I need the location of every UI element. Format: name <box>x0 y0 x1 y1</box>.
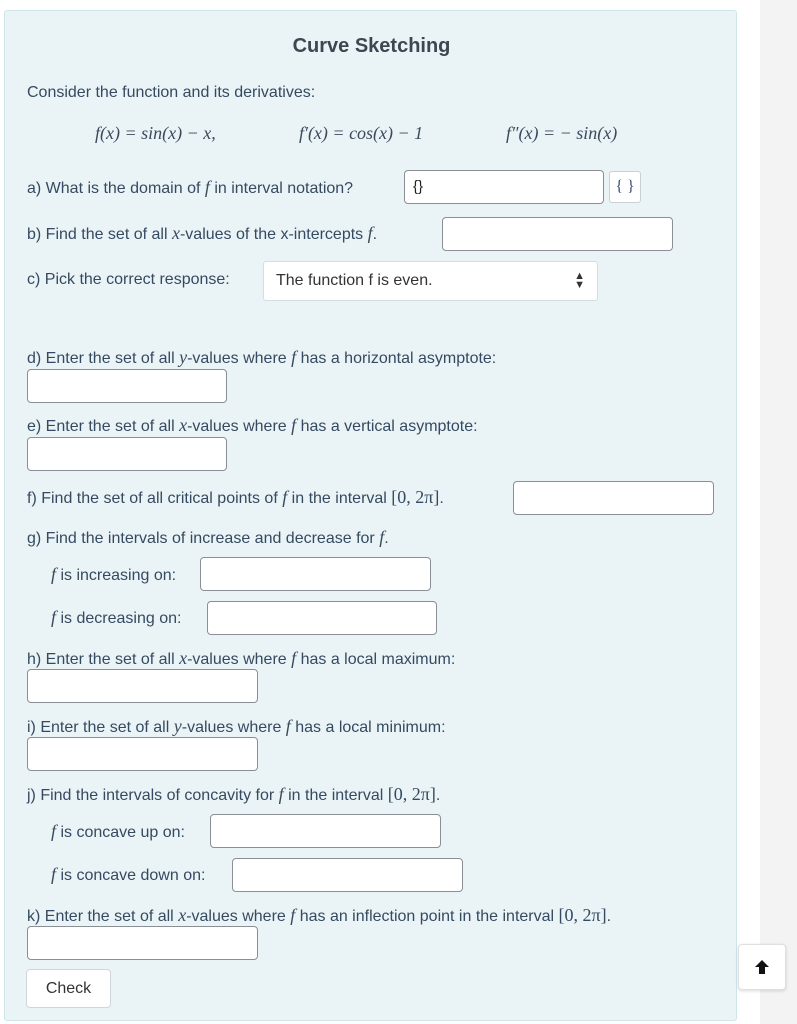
vertical-asymptote-input[interactable] <box>27 437 227 471</box>
question-j: j) Find the intervals of concavity for f in the interval [0, 2π]. <box>27 784 441 804</box>
question-e: e) Enter the set of all x-values where f has a vertical asymptote: <box>27 415 478 435</box>
question-h: h) Enter the set of all x-values where f has a local maximum: <box>27 648 456 668</box>
question-b: b) Find the set of all x-values of the x-intercepts f. <box>27 223 378 243</box>
horizontal-asymptote-input[interactable] <box>27 369 227 403</box>
increasing-label: f is increasing on: <box>51 564 177 584</box>
concave-down-input[interactable] <box>232 858 463 892</box>
check-button[interactable]: Check <box>26 969 111 1008</box>
question-d: d) Enter the set of all y-values where f has a horizontal asymptote: <box>27 347 497 367</box>
question-i: i) Enter the set of all y-values where f has a local minimum: <box>27 716 446 736</box>
critical-points-input[interactable] <box>513 481 714 515</box>
updown-arrows-icon: ▲ ▼ <box>574 270 585 291</box>
scroll-gutter <box>760 0 797 1024</box>
question-c: c) Pick the correct response: <box>27 271 230 288</box>
arrow-up-icon <box>753 958 771 976</box>
decreasing-label: f is decreasing on: <box>51 607 182 627</box>
domain-input[interactable]: {} <box>404 170 604 204</box>
page-title: Curve Sketching <box>292 35 451 57</box>
increasing-input[interactable] <box>200 557 431 591</box>
back-to-top-button[interactable] <box>738 944 786 990</box>
function-f: f(x) = sin(x) − x, <box>95 123 216 143</box>
set-notation-button[interactable]: { } <box>609 171 641 203</box>
question-g: g) Find the intervals of increase and decrease for f. <box>27 527 389 547</box>
intro-text: Consider the function and its derivatives: <box>27 84 316 101</box>
concave-down-label: f is concave down on: <box>51 864 206 884</box>
question-a: a) What is the domain of f in interval notation? <box>27 177 354 197</box>
x-intercepts-input[interactable] <box>442 217 673 251</box>
local-maximum-input[interactable] <box>27 669 258 703</box>
function-fdouble: f″(x) = − sin(x) <box>506 123 618 143</box>
decreasing-input[interactable] <box>207 601 437 635</box>
question-panel <box>4 10 737 1021</box>
concave-up-input[interactable] <box>210 814 441 848</box>
concave-up-label: f is concave up on: <box>51 821 185 841</box>
question-k: k) Enter the set of all x-values where f has an inflection point in the interval [0, 2π]. <box>27 905 612 925</box>
function-fprime: f′(x) = cos(x) − 1 <box>299 123 424 143</box>
local-minimum-input[interactable] <box>27 737 258 771</box>
parity-select[interactable]: The function f is even. ▲ ▼ <box>263 261 598 301</box>
inflection-point-input[interactable] <box>27 926 258 960</box>
question-f: f) Find the set of all critical points of f in the interval [0, 2π]. <box>27 487 444 507</box>
